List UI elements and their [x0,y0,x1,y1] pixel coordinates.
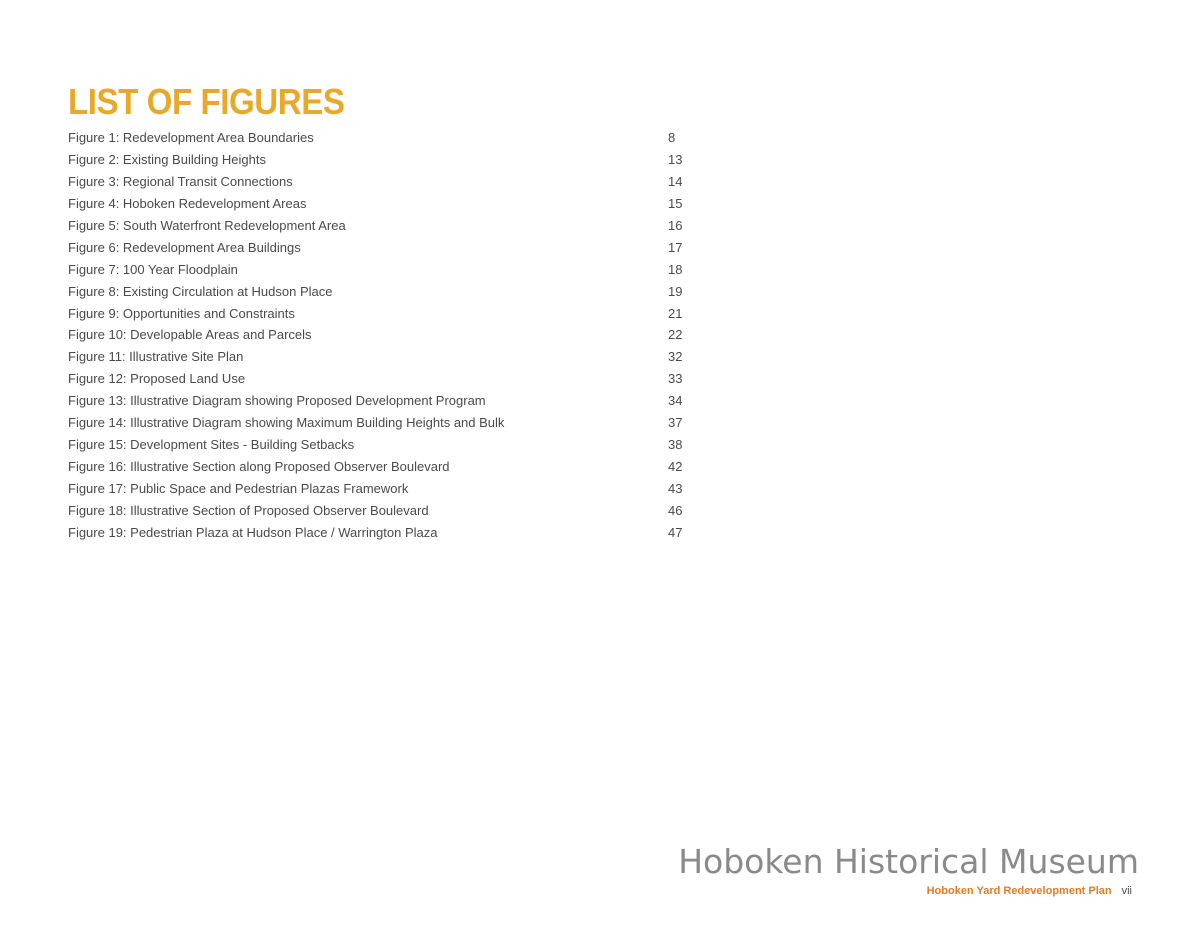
figure-title: Figure 8: Existing Circulation at Hudson Place [68,283,333,299]
list-item[interactable] [68,434,708,456]
list-item[interactable] [68,324,708,346]
watermark: Hoboken Historical Museum [678,842,1139,881]
list-item[interactable] [68,171,708,193]
list-item[interactable] [68,478,708,500]
figure-page-number: 47 [668,524,683,540]
figure-title: Figure 9: Opportunities and Constraints [68,305,295,321]
figure-title: Figure 12: Proposed Land Use [68,371,246,387]
figure-page-number: 46 [668,502,683,518]
figure-page-number: 16 [668,217,683,233]
figure-page-number: 15 [668,195,683,211]
figure-page-number: 21 [668,305,683,321]
list-item[interactable] [68,127,708,149]
list-item[interactable] [68,390,708,412]
figure-title: Figure 1: Redevelopment Area Boundaries [68,130,314,145]
figure-page-number: 34 [668,393,683,409]
footer-document-title: Hoboken Yard Redevelopment Plan [926,885,1112,897]
figure-page-number: 43 [668,481,683,496]
figure-title: Figure 5: South Waterfront Redevelopment Area [68,217,346,233]
figure-title: Figure 2: Existing Building Heights [68,151,266,167]
figure-page-number: 22 [668,327,683,343]
figure-title: Figure 11: Illustrative Site Plan [68,349,244,365]
list-item[interactable] [68,346,708,368]
figure-page-number: 38 [668,437,683,453]
figure-page-number: 14 [668,173,683,189]
figure-title: Figure 17: Public Space and Pedestrian Plazas Framework [68,481,409,496]
figure-page-number: 19 [668,283,683,299]
figure-title: Figure 3: Regional Transit Connections [68,173,293,189]
list-item[interactable] [68,412,708,434]
figure-title: Figure 13: Illustrative Diagram showing Proposed Development Program [68,393,486,409]
figure-page-number: 17 [668,239,683,255]
list-item[interactable] [68,149,708,171]
figure-title: Figure 7: 100 Year Floodplain [68,261,238,277]
figure-title: Figure 14: Illustrative Diagram showing Maximum Building Heights and Bulk [68,415,505,431]
list-item[interactable] [68,500,708,522]
figure-title: Figure 15: Development Sites - Building Setbacks [68,437,355,453]
list-item[interactable] [68,237,708,259]
figure-title: Figure 10: Developable Areas and Parcels [68,327,312,343]
figure-page-number: 42 [668,459,683,475]
footer-page-number: vii [1121,885,1132,897]
list-item[interactable] [68,303,708,325]
page-title: LIST OF FIGURES [68,81,345,122]
figure-page-number: 37 [668,415,683,431]
figure-page-number: 8 [668,130,676,145]
figure-list [68,127,708,544]
list-item[interactable] [68,522,708,544]
figure-page-number: 32 [668,349,683,365]
figure-page-number: 18 [668,261,683,277]
figure-title: Figure 18: Illustrative Section of Proposed Observer Boulevard [68,502,429,518]
figure-page-number: 13 [668,151,683,167]
list-item[interactable] [68,259,708,281]
figure-title: Figure 16: Illustrative Section along Proposed Observer Boulevard [68,459,450,475]
page-footer [927,884,1132,898]
list-item[interactable] [68,215,708,237]
list-item[interactable] [68,456,708,478]
figure-title: Figure 19: Pedestrian Plaza at Hudson Place / Warrington Plaza [68,524,438,540]
figure-page-number: 33 [668,371,683,387]
list-item[interactable] [68,368,708,390]
list-item[interactable] [68,281,708,303]
figure-title: Figure 6: Redevelopment Area Buildings [68,239,301,255]
figure-title: Figure 4: Hoboken Redevelopment Areas [68,195,307,211]
list-item[interactable] [68,193,708,215]
